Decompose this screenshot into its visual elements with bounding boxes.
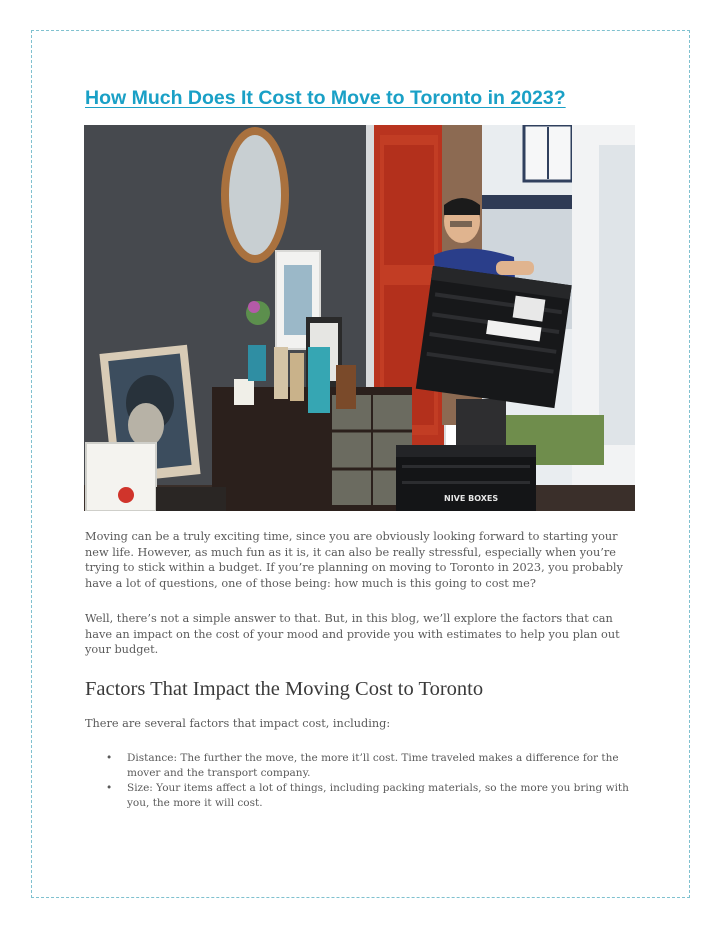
section-intro: There are several factors that impact cost, including: (85, 717, 391, 730)
bullet-icon: • (106, 752, 113, 764)
article-title[interactable]: How Much Does It Cost to Move to Toronto in 2023? (85, 87, 566, 109)
bullet-icon: • (106, 782, 113, 794)
factors-list (85, 751, 640, 811)
blog-overview-paragraph: Well, there’s not a simple answer to that. But, in this blog, we’ll explore the factors that can have an impact on the cost of your mood and provide you with estimates to help you plan out your budget. (85, 612, 620, 657)
list-item (85, 781, 640, 811)
hero-image (84, 125, 635, 511)
intro-paragraph: Moving can be a truly exciting time, since you are obviously looking forward to starting your new life. However, as much fun as it is, it can also be really stressful, especially when you’re trying to stick within a budget. If you’re planning on moving to Toronto in 2023, you probably have a lot of questions, one of those being: how much is this going to cost me? (85, 530, 623, 590)
section-heading: Factors That Impact the Moving Cost to Toronto (85, 678, 484, 700)
list-item (85, 751, 640, 781)
crate-label: NIVE BOXES (444, 494, 499, 503)
factor-distance: Distance: The further the move, the more it’ll cost. Time traveled makes a difference for the mover and the transport company. (127, 752, 619, 779)
factor-size: Size: Your items affect a lot of things, including packing materials, so the more you bring with you, the more it will cost. (127, 782, 629, 809)
